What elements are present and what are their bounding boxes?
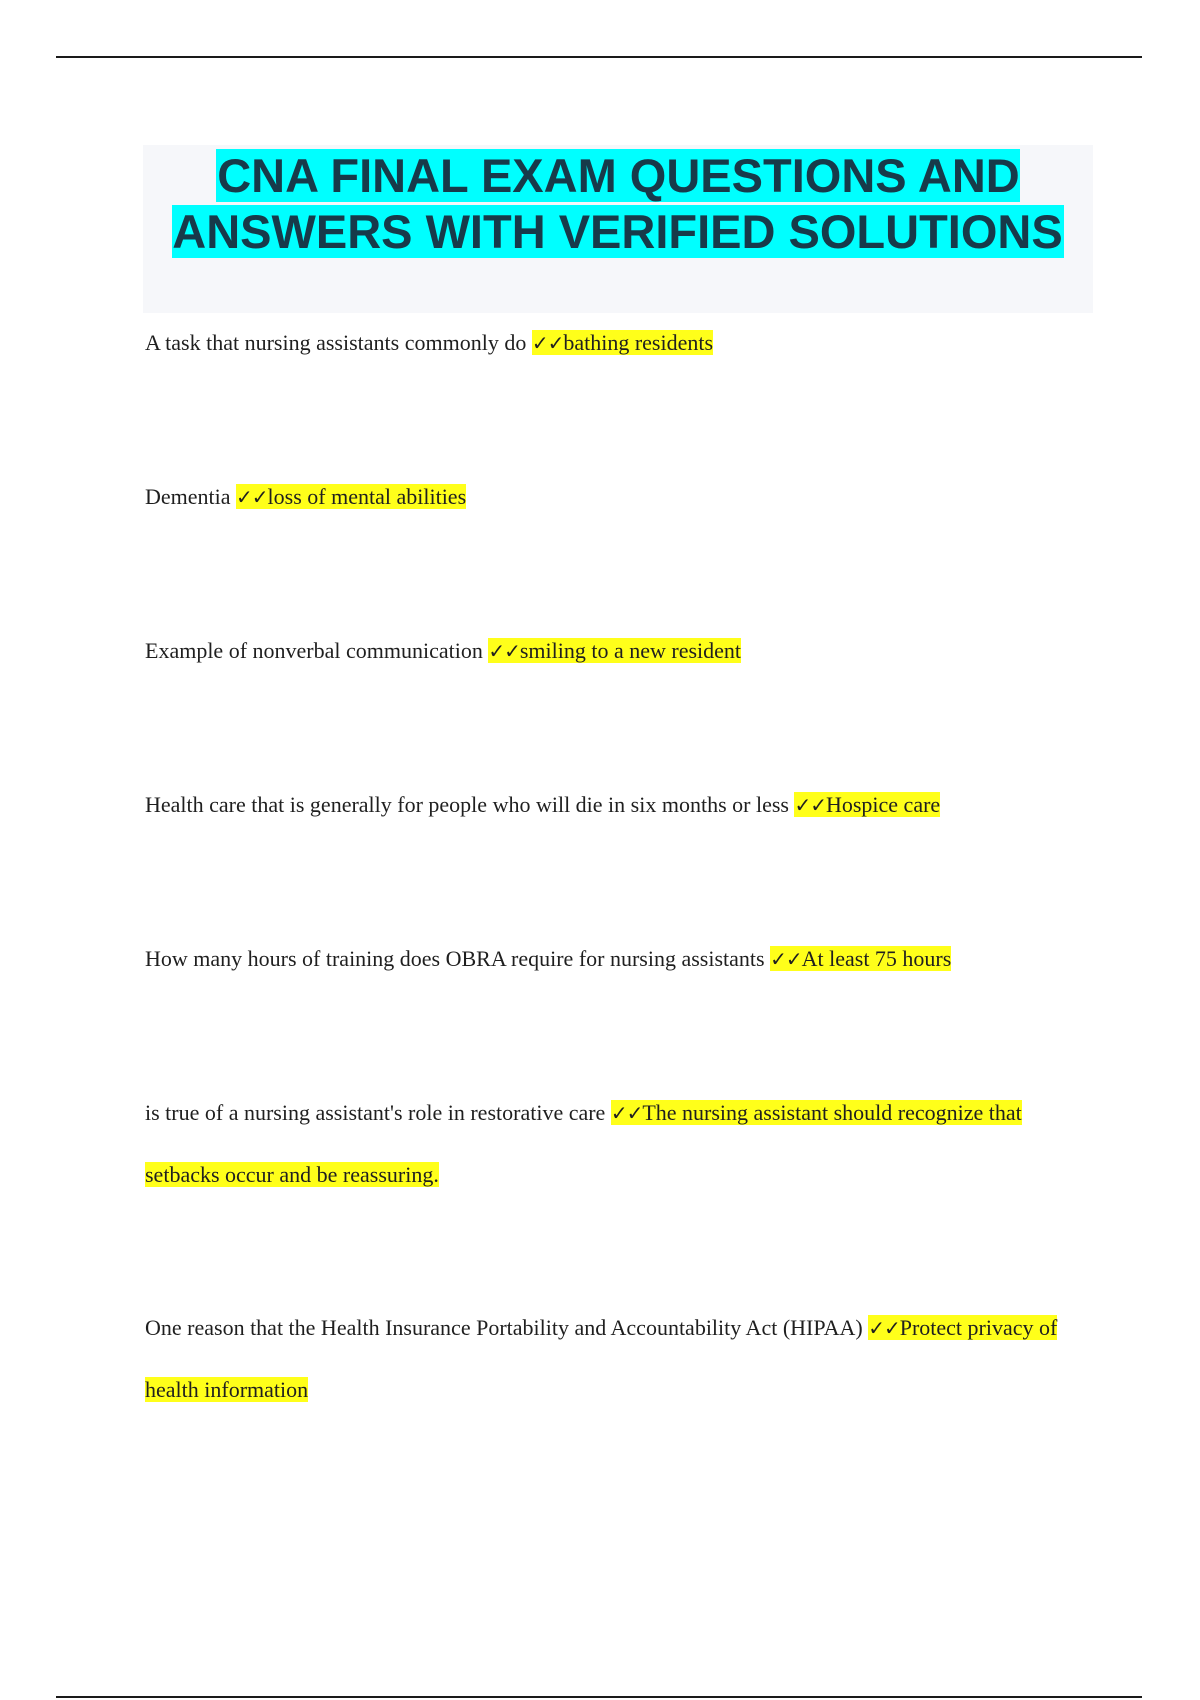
question-text: Dementia	[145, 484, 231, 509]
check-mark-icon: ✓✓	[236, 485, 268, 509]
bottom-rule	[56, 1696, 1142, 1698]
qa-item	[145, 466, 1075, 528]
check-mark-icon: ✓✓	[868, 1316, 900, 1340]
answer-text: The nursing assistant should recognize that setbacks occur and be reassuring.	[145, 1100, 1022, 1187]
answer-text: bathing residents	[563, 330, 714, 355]
question-text: One reason that the Health Insurance Portability and Accountability Act (HIPAA)	[145, 1315, 863, 1340]
qa-item	[145, 774, 1075, 836]
answer-highlight	[770, 946, 951, 971]
answer-highlight	[532, 330, 713, 355]
qa-item	[145, 1082, 1075, 1205]
answer-text: At least 75 hours	[801, 946, 952, 971]
title-banner	[143, 145, 1093, 313]
document-title: CNA FINAL EXAM QUESTIONS AND ANSWERS WITH VERIFIED SOLUTIONS	[172, 149, 1063, 258]
answer-text: Protect privacy of health information	[145, 1315, 1058, 1402]
question-text: A task that nursing assistants commonly do	[145, 330, 527, 355]
answer-text: smiling to a new resident	[519, 638, 742, 663]
answer-text: Hospice care	[825, 792, 941, 817]
answer-highlight	[236, 484, 466, 509]
question-text: is true of a nursing assistant's role in restorative care	[145, 1100, 606, 1125]
check-mark-icon: ✓✓	[488, 639, 520, 663]
check-mark-icon: ✓✓	[531, 331, 564, 355]
qa-list	[145, 312, 1075, 1420]
qa-item	[145, 1297, 1075, 1420]
question-text: Example of nonverbal communication	[145, 638, 483, 663]
qa-item	[145, 620, 1075, 682]
answer-text: loss of mental abilities	[267, 484, 467, 509]
answer-highlight	[488, 638, 741, 663]
top-rule	[56, 56, 1142, 58]
qa-item	[145, 312, 1075, 374]
question-text: How many hours of training does OBRA require for nursing assistants	[145, 946, 765, 971]
check-mark-icon: ✓✓	[794, 793, 826, 817]
answer-highlight	[794, 792, 940, 817]
qa-item	[145, 928, 1075, 990]
check-mark-icon: ✓✓	[770, 947, 802, 971]
question-text: Health care that is generally for people who will die in six months or less	[145, 792, 789, 817]
check-mark-icon: ✓✓	[610, 1101, 643, 1125]
